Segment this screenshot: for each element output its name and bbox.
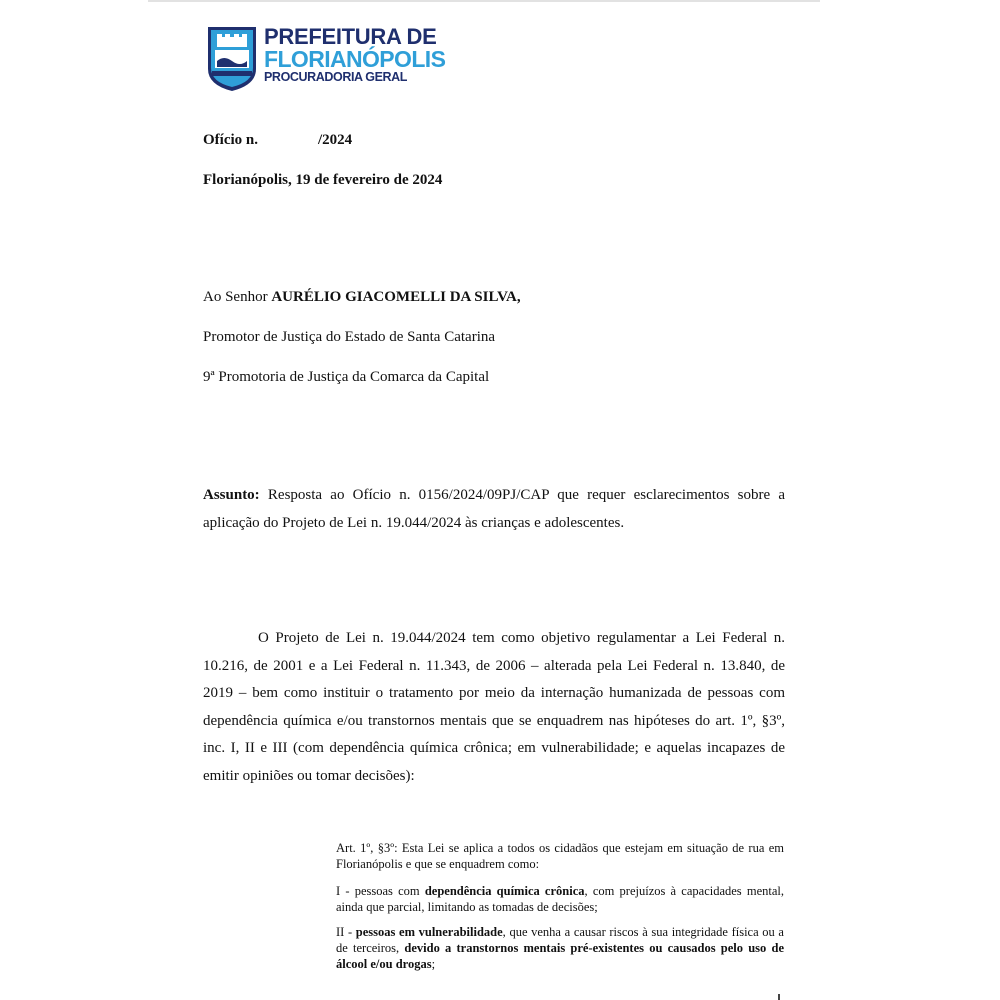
addressee-name: AURÉLIO GIACOMELLI DA SILVA, <box>271 289 521 305</box>
quote-item-1-post: , com prejuízos à capacidades mental, ainda que parcial, limitando as tomadas de decisões; <box>336 884 785 914</box>
place-date: Florianópolis, 19 de fevereiro de 2024 <box>203 172 443 188</box>
subject-paragraph <box>203 482 785 537</box>
subject-label: Assunto: <box>203 487 260 503</box>
quote-item-2 <box>336 924 784 972</box>
letterhead-line-1: PREFEITURA DE <box>264 24 437 49</box>
quote-intro: Art. 1º, §3º: Esta Lei se aplica a todos os cidadãos que estejam em situação de rua em Florianópolis e que se enquadrem como: <box>336 841 784 871</box>
page-top-edge <box>148 0 820 2</box>
quote-item-1 <box>336 883 784 915</box>
city-crest-logo <box>206 25 258 93</box>
body-paragraph-1: O Projeto de Lei n. 19.044/2024 tem como objetivo regulamentar a Lei Federal n. 10.216, de 2001 e a Lei Federal n. 11.343, de 2006 – alterada pela Lei Federal n. 13.840, de 2019 – bem como instituir o tratamento por meio da internação humanizada de pessoas com dependência química e/ou transtornos mentais que se enquadrem nas hipóteses do art. 1º, §3º, inc. I, II e III (com dependência química crônica; em vulnerabilidade; e aquelas incapazes de emitir opiniões ou tomar decisões): <box>203 630 785 784</box>
quote-item-2-mid: , que venha a causar riscos à sua integridade física ou a de terceiros, <box>336 925 784 955</box>
letterhead-line-3: PROCURADORIA GERAL <box>264 70 408 84</box>
addressee-office: 9ª Promotoria de Justiça da Comarca da Capital <box>203 369 490 385</box>
oficio-prefix: Ofício n. <box>203 132 258 148</box>
letterhead-line-2: FLORIANÓPOLIS <box>264 46 446 72</box>
quote-item-1-pre: I - pessoas com <box>336 884 425 898</box>
page-edge-mark <box>778 994 780 1000</box>
oficio-suffix: /2024 <box>318 132 353 148</box>
addressee-line <box>203 288 521 306</box>
addressee-salutation: Ao Senhor <box>203 289 272 305</box>
subject-text: Resposta ao Ofício n. 0156/2024/09PJ/CAP que requer esclarecimentos sobre a aplicação do Projeto de Lei n. 19.044/2024 às crianças e adolescentes. <box>203 487 785 531</box>
quote-item-1-bold: dependência química crônica <box>424 884 585 898</box>
quote-item-2-post: ; <box>431 957 436 971</box>
oficio-number <box>203 131 352 149</box>
quote-item-2-bold-1: pessoas em vulnerabilidade <box>355 925 503 939</box>
quote-item-2-pre: II - <box>336 925 356 939</box>
quote-item-2-bold-2: devido a transtornos mentais pré-existentes ou causados pelo uso de álcool e/ou drogas <box>336 941 784 971</box>
addressee-role: Promotor de Justiça do Estado de Santa Catarina <box>203 329 496 345</box>
